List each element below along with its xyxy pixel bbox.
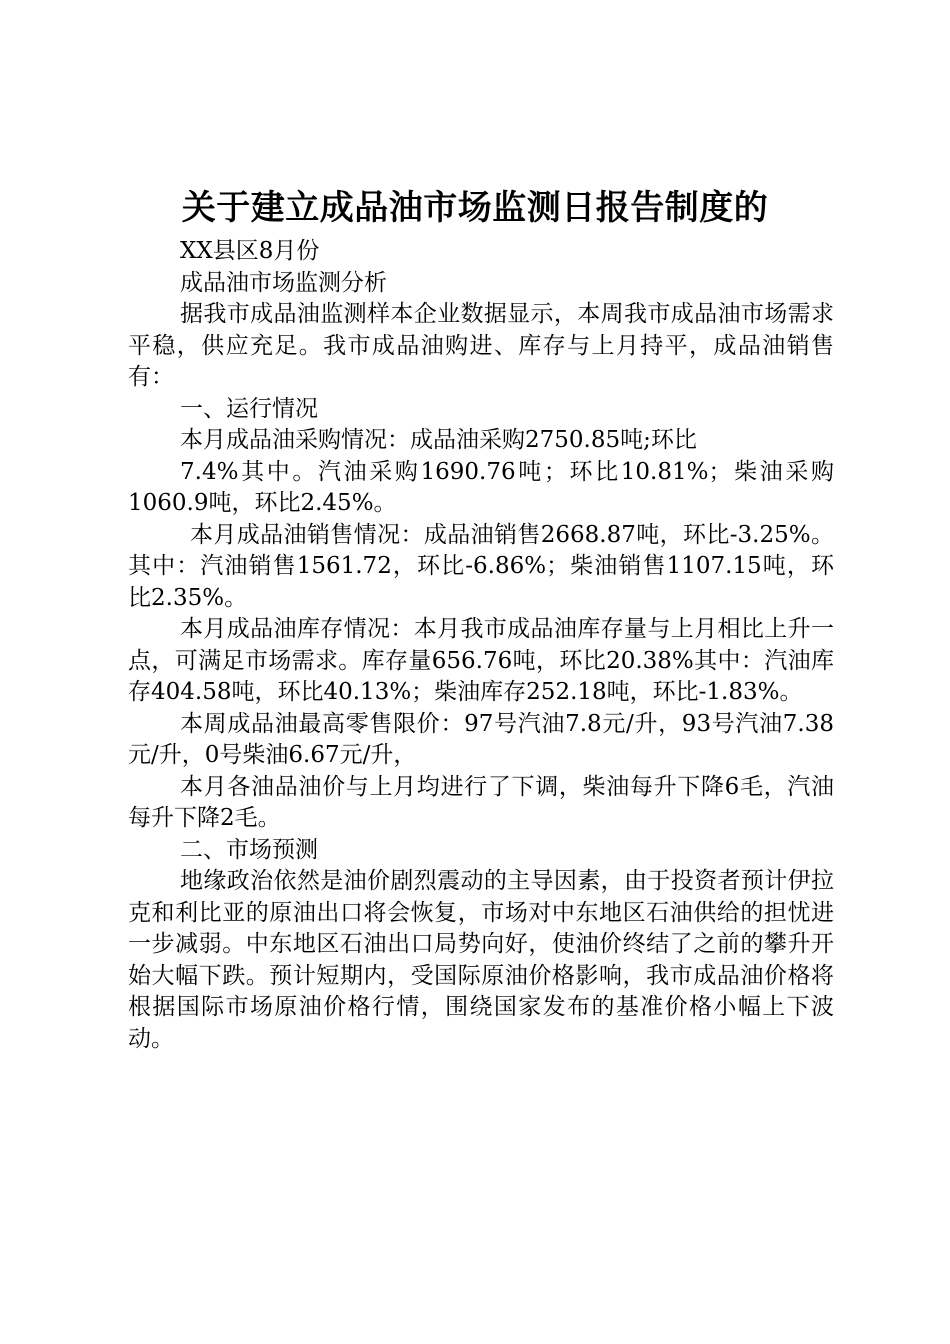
section-heading-operation: 一、运行情况 <box>180 395 318 422</box>
sales-paragraph: 本月成品油销售情况：成品油销售2668.87吨，环比-3.25%。其中：汽油销售1561.72，环比-6.86%；柴油销售1107.15吨，环比2.35%。 <box>128 521 834 611</box>
forecast-paragraph: 地缘政治依然是油价剧烈震动的主导因素，由于投资者预计伊拉克和利比亚的原油出口将会恢复，市场对中东地区石油供给的担忧进一步减弱。中东地区石油出口局势向好，使油价终结了之前的攀升开始大幅下跌。预计短期内，受国际原油价格影响，我市成品油价格将根据国际市场原油价格行情，围绕国家发布的基准价格小幅上下波动。 <box>128 868 834 1052</box>
purchase-paragraph-line-2: 7.4%其中。汽油采购1690.76吨；环比10.81%；柴油采购1060.9吨，环比2.45%。 <box>128 458 834 516</box>
subtitle-region-month: XX县区8月份 <box>180 238 320 264</box>
subtitle-analysis: 成品油市场监测分析 <box>180 269 387 296</box>
inventory-paragraph: 本月成品油库存情况：本月我市成品油库存量与上月相比上升一点，可满足市场需求。库存量656.76吨，环比20.38%其中：汽油库存404.58吨，环比40.13%；柴油库存252.18吨，环比-1.83%。 <box>128 616 834 705</box>
intro-paragraph: 据我市成品油监测样本企业数据显示，本周我市成品油市场需求平稳，供应充足。我市成品油购进、库存与上月持平，成品油销售有： <box>128 301 834 390</box>
price-limit-paragraph: 本周成品油最高零售限价：97号汽油7.8元/升，93号汽油7.38元/升，0号柴油6.67元/升， <box>128 710 834 768</box>
purchase-paragraph-line-1: 本月成品油采购情况：成品油采购2750.85吨;环比 <box>180 427 697 453</box>
document-title: 关于建立成品油市场监测日报告制度的 <box>181 188 769 228</box>
document-body <box>128 236 834 1055</box>
section-heading-forecast: 二、市场预测 <box>180 836 318 863</box>
price-change-paragraph: 本月各油品油价与上月均进行了下调，柴油每升下降6毛，汽油每升下降2毛。 <box>128 773 834 831</box>
